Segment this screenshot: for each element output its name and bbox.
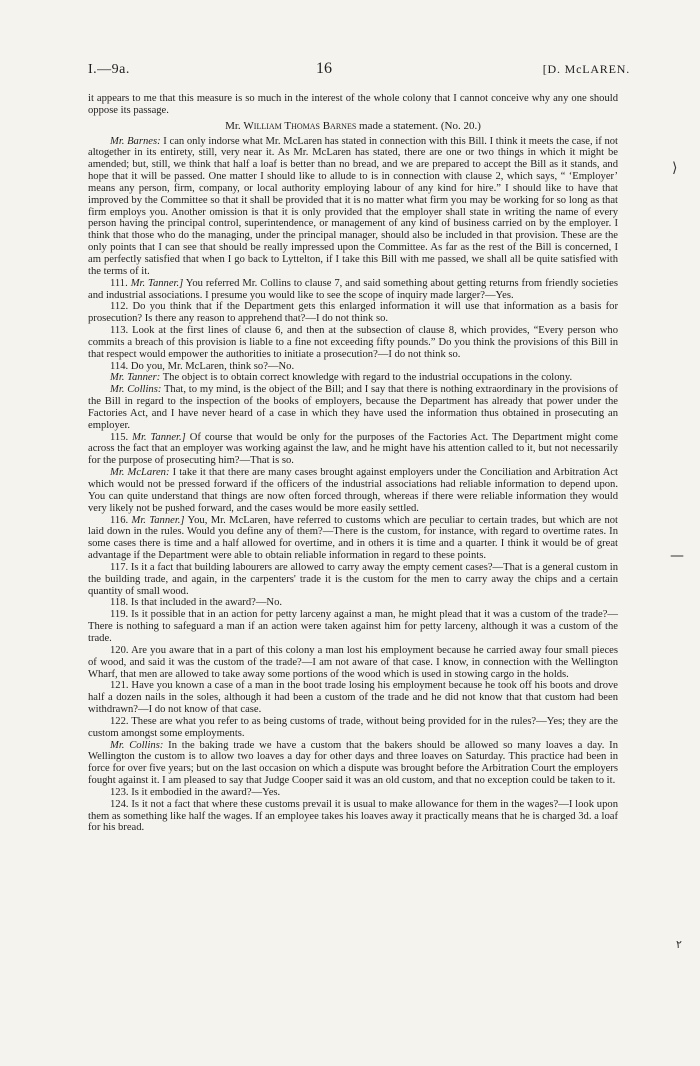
page-header (88, 62, 630, 82)
testimony-paragraph (88, 680, 618, 716)
paragraph-text: Is it embodied in the award?—Yes. (131, 786, 281, 798)
paragraph-text: That, to my mind, is the object of the Bill; and I say that there is nothing extraordinary in the provisions of the Bill in regard to the inspection of the books of employers, because the Department has already that power under the Factories Act, and I have never heard of a case in which they have used the information thus obtained in prosecuting an employer. (88, 384, 618, 431)
paragraph-text: Is that included in the award?—No. (130, 597, 283, 609)
margin-mark: ⟩ (672, 160, 678, 176)
speaker-name: Mr. Tanner.] (131, 514, 185, 526)
testimony-paragraph (88, 432, 618, 468)
paragraph-text: Are you aware that in a part of this colony a man lost his employment because he carried away four small pieces of wood, and said it was the custom of the trade?—I am not aware of that case. I know, in connection with the Wellington Wharf, that men are allowed to take away some portions of the wood which is used in stowing cargo in the holds. (88, 644, 618, 680)
testimony-paragraph (88, 278, 618, 302)
speaker-name: Mr. Tanner.] (130, 277, 184, 289)
testimony-paragraph (88, 325, 618, 361)
testimony-paragraph (88, 716, 618, 740)
page-body (88, 93, 618, 834)
heading-suffix: made a statement. (No. 20.) (356, 119, 481, 132)
testimony-paragraph (88, 597, 618, 609)
paragraph-text: I take it that there are many cases brought against employers under the Conciliation and Arbitration Act which would not be pressed forward if the officers of the industrial associations had reliable information to depend upon. You can quite understand that things are now often forced through, whereas if there were reliable information they would very likely not be pushed forward, and the cases would be more easily settled. (88, 467, 618, 514)
paragraph-text: Look at the first lines of clause 6, and then at the subsection of clause 8, which provides, “Every person who commits a breach of this provision is liable to a fine not exceeding fifty pounds.” Do you think the provisions of this Bill in that respect would empower the authorities to initiate a prosecution?—I do not think so. (88, 325, 618, 360)
testimony-paragraph (88, 361, 618, 373)
intro-paragraph: it appears to me that this measure is so much in the interest of the whole colony that I cannot conceive why any one should oppose its passage. (88, 93, 618, 116)
testimony-paragraph (88, 562, 618, 598)
testimony-paragraph (88, 301, 618, 325)
statement-heading (88, 121, 618, 133)
testimony-paragraphs (88, 136, 618, 835)
paragraph-text: Of course that would be only for the purposes of the Factories Act. The Department might come across the fact that an employer was working against the law, and he might have his attention called to it, but not necessarily for the purpose of prosecuting him?—That is so. (88, 431, 618, 467)
testimony-paragraph (88, 740, 618, 787)
question-number: 116. (110, 514, 129, 526)
speaker-name: Mr. Barnes: (110, 135, 161, 147)
paragraph-text: Is it a fact that building labourers are allowed to carry away the empty cement cases?—That is a general custom in the building trade, and again, in the carpenters' trade it is the custom for the men to carry away the chips and a certain quantity of small wood. (88, 561, 618, 597)
question-number: 119. (110, 609, 129, 621)
paragraph-text: These are what you refer to as being customs of trade, without being provided for in the rules?—Yes; they are the custom amongst some employments. (88, 715, 618, 739)
paragraph-text: You referred Mr. Collins to clause 7, and said something about getting returns from friendly societies and industrial associations. I presume you would like to see the scope of inquiry made larger?—Yes. (88, 277, 618, 301)
speaker-name: Mr. Collins: (110, 739, 164, 751)
speaker-name: Mr. McLaren: (110, 467, 170, 479)
document-reference: I.—9a. (88, 62, 130, 77)
question-number: 121. (110, 680, 129, 692)
testimony-paragraph (88, 372, 618, 384)
testimony-paragraph (88, 787, 618, 799)
margin-mark: — (670, 548, 684, 564)
question-number: 111. (110, 277, 128, 289)
question-number: 124. (110, 798, 129, 810)
speaker-name: Mr. Collins: (110, 384, 162, 396)
paragraph-text: Is it not a fact that where these customs prevail it is usual to make allowance for them in the wages?—I look upon them as something like half the wages. If an employee takes his loaves away it practically means that he is charged 3d. a loaf for his bread. (88, 798, 618, 834)
running-head-speaker: [D. McLAREN. (542, 62, 630, 76)
margin-mark: ٢ (676, 938, 682, 951)
question-number: 118. (110, 597, 129, 609)
testimony-paragraph (88, 515, 618, 562)
question-number: 112. (110, 301, 129, 313)
testimony-paragraph (88, 799, 618, 835)
paragraph-text: Have you known a case of a man in the boot trade losing his employment because he took off his boots and drove half a dozen nails in the soles, although it had been a custom of the trade and he did not know that that custom had been withdrawn?—I do not know of that case. (88, 680, 618, 716)
testimony-paragraph (88, 467, 618, 514)
testimony-paragraph (88, 384, 618, 431)
question-number: 120. (110, 644, 129, 656)
speaker-name: Mr. Tanner: (110, 372, 161, 384)
testimony-paragraph (88, 645, 618, 681)
paragraph-text: In the baking trade we have a custom that the bakers should be allowed so many loaves a day. In Wellington the custom is to allow two loaves a day for other days and three loaves on Saturday. This practice had been in force for over five years; but on the last occasion on which a dispute was brought before the Arbitration Court the employers fought against it. I am pleased to say that Judge Cooper said it was an old custom, and that no exception could be taken to it. (88, 739, 618, 787)
paragraph-text: The object is to obtain correct knowledge with regard to the industrial occupations in the colony. (160, 372, 573, 384)
heading-prefix: Mr. (225, 119, 244, 132)
paragraph-text: I can only indorse what Mr. McLaren has stated in connection with this Bill. I think it meets the case, if not altogether in its entirety, still, very near it. As Mr. McLaren has stated, there are one or two things in which it might be amended; but, still, we think that half a loaf is better than no bread, and we are prepared to accept the Bill as it stands, and hope that it will be passed. One matter I should like to allude to is in connection with clause 2, which says, “ ‘Employer’ means any person, firm, company, or local authority employing labour of any kind for hire.” I should like to have that improved by the Committee so that it shall be provided that it is no matter what firm you may be working for so long as that firm employs you. Another omission is that it is only provided that the employer shall state in writing the name of every person having the principal control, superintendence, or management of any kind of business carried on by the employer. I think that those who do the managing, under the principal manager, should also be included in that provision. These are the only points that I can see that should be really impressed upon the Committee. As far as the rest of the Bill is concerned, I am perfectly satisfied that when I go back to Lyttelton, if I take this Bill with me passed, we shall all be quite satisfied with the terms of it. (88, 135, 619, 277)
speaker-name: Mr. Tanner.] (132, 431, 186, 443)
question-number: 123. (110, 786, 129, 798)
page-number: 16 (316, 60, 332, 77)
paragraph-text: Do you think that if the Department gets this enlarged information it will use that information as a basis for prosecution? Is there any reason to apprehend that?—I do not think so. (88, 301, 618, 325)
testimony-paragraph (88, 136, 618, 278)
question-number: 115. (110, 431, 129, 443)
question-number: 113. (110, 325, 129, 337)
paragraph-text: You, Mr. McLaren, have referred to customs which are peculiar to certain trades, but which are not laid down in the rules. Would you define any of them?—There is the custom, for instance, with regard to overtime rates. In some cases there is time and a half allowed for overtime, and in others it is time and a quarter. I think it would be of great advantage if the Department were able to obtain reliable information in regard to these points. (88, 514, 618, 562)
witness-name: William Thomas Barnes (243, 119, 357, 132)
question-number: 122. (110, 715, 129, 727)
question-number: 114. (110, 360, 129, 372)
question-number: 117. (110, 561, 129, 573)
testimony-paragraph (88, 609, 618, 645)
paragraph-text: Is it possible that in an action for petty larceny against a man, he might plead that it was a custom of the trade?—There is nothing to safeguard a man if an action were taken against him for petty larceny, although it was a custom of the trade. (88, 609, 618, 644)
paragraph-text: Do you, Mr. McLaren, think so?—No. (130, 360, 295, 372)
